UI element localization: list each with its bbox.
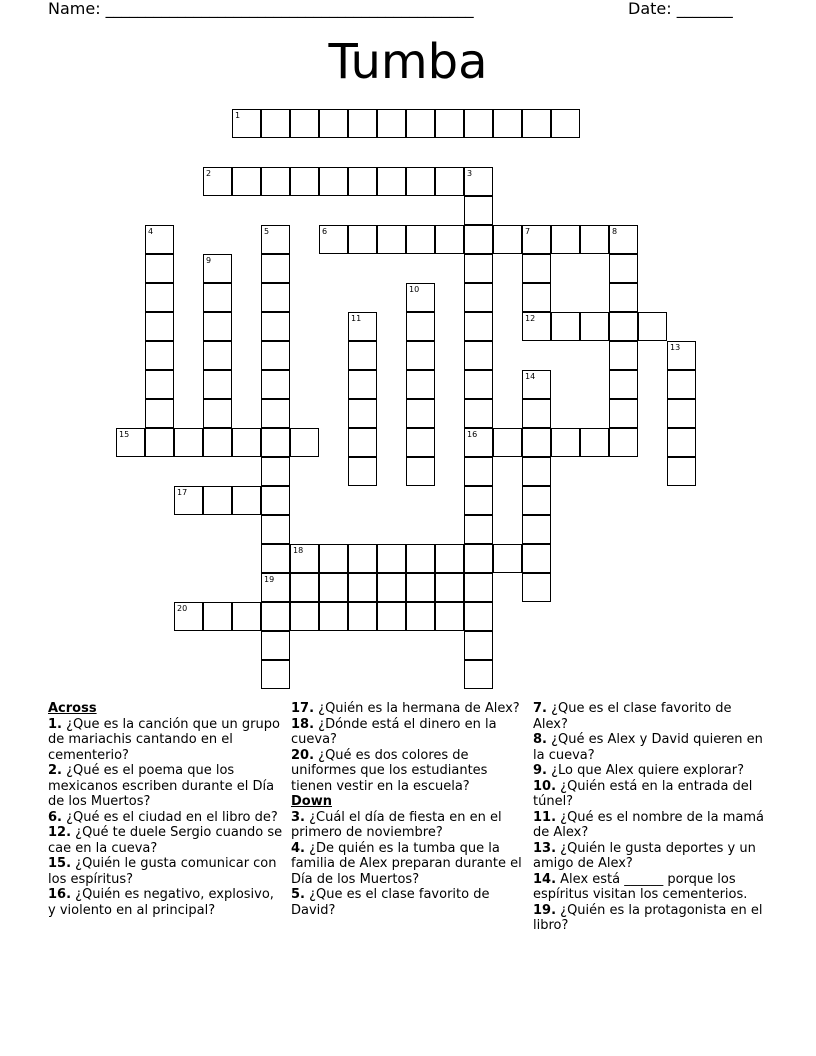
clue-item xyxy=(48,763,284,810)
clue-item xyxy=(533,779,769,810)
clue-number: 6. xyxy=(48,809,62,825)
date-field[interactable]: Date: _______ xyxy=(628,0,733,18)
cell-number: 4 xyxy=(148,227,154,236)
grid-cell[interactable] xyxy=(145,225,174,254)
grid-cell[interactable] xyxy=(522,370,551,399)
grid-cell[interactable] xyxy=(232,428,261,457)
clue-text: ¿Qué es el ciudad en el libro de? xyxy=(61,809,278,825)
grid-cell[interactable] xyxy=(609,428,638,457)
clue-number: 12. xyxy=(48,825,72,840)
cell-number: 14 xyxy=(525,372,536,381)
grid-cell[interactable] xyxy=(464,457,493,486)
grid-cell[interactable] xyxy=(667,399,696,428)
grid-cell[interactable] xyxy=(464,109,493,138)
clue-text: ¿Qué es el nombre de la mamá de Alex? xyxy=(533,809,764,840)
grid-cell[interactable] xyxy=(203,399,232,428)
clue-text: ¿Quién es la protagonista en el libro? xyxy=(533,902,763,933)
grid-cell[interactable] xyxy=(348,573,377,602)
grid-cell[interactable] xyxy=(580,312,609,341)
grid-cell[interactable] xyxy=(319,602,348,631)
grid-cell[interactable] xyxy=(522,428,551,457)
grid-cell[interactable] xyxy=(435,167,464,196)
page-title: Tumba xyxy=(328,34,488,90)
clue-item xyxy=(48,717,284,764)
grid-cell[interactable] xyxy=(609,254,638,283)
grid-cell[interactable] xyxy=(261,457,290,486)
grid-cell[interactable] xyxy=(435,573,464,602)
grid-cell[interactable] xyxy=(232,167,261,196)
clue-text: ¿De quién es la tumba que la familia de Alex preparan durante el Día de los Muertos? xyxy=(291,840,522,887)
grid-cell[interactable] xyxy=(522,544,551,573)
grid-cell[interactable] xyxy=(290,544,319,573)
grid-cell[interactable] xyxy=(116,428,145,457)
grid-cell[interactable] xyxy=(203,341,232,370)
grid-cell[interactable] xyxy=(551,312,580,341)
grid-cell[interactable] xyxy=(406,544,435,573)
grid-cell[interactable] xyxy=(319,225,348,254)
grid-cell[interactable] xyxy=(261,312,290,341)
grid-cell[interactable] xyxy=(522,225,551,254)
grid-cell[interactable] xyxy=(290,167,319,196)
grid-cell[interactable] xyxy=(435,225,464,254)
grid-cell[interactable] xyxy=(464,544,493,573)
grid-cell[interactable] xyxy=(348,312,377,341)
across-clue-list-continued xyxy=(291,701,527,794)
grid-cell[interactable] xyxy=(464,312,493,341)
grid-cell[interactable] xyxy=(261,225,290,254)
grid-cell[interactable] xyxy=(377,225,406,254)
grid-cell[interactable] xyxy=(435,602,464,631)
grid-cell[interactable] xyxy=(609,283,638,312)
grid-cell[interactable] xyxy=(464,167,493,196)
grid-cell[interactable] xyxy=(261,486,290,515)
grid-cell[interactable] xyxy=(406,167,435,196)
grid-cell[interactable] xyxy=(261,660,290,689)
grid-cell[interactable] xyxy=(464,370,493,399)
clue-item xyxy=(291,701,527,717)
grid-cell[interactable] xyxy=(348,428,377,457)
clues-column-2 xyxy=(291,701,527,918)
clue-item xyxy=(533,872,769,903)
grid-cell[interactable] xyxy=(522,254,551,283)
grid-cell[interactable] xyxy=(522,109,551,138)
cell-number: 16 xyxy=(467,430,478,439)
grid-cell[interactable] xyxy=(406,109,435,138)
clue-number: 20. xyxy=(291,747,315,763)
clue-number: 14. xyxy=(533,871,557,887)
grid-cell[interactable] xyxy=(551,225,580,254)
clue-number: 2. xyxy=(48,763,62,778)
clue-item xyxy=(291,748,527,795)
clue-item xyxy=(291,810,527,841)
name-field[interactable]: Name: ______________________________________________ xyxy=(48,0,474,18)
cell-number: 11 xyxy=(351,314,362,323)
clue-number: 19. xyxy=(533,902,557,918)
grid-cell[interactable] xyxy=(406,399,435,428)
grid-cell[interactable] xyxy=(609,341,638,370)
grid-cell[interactable] xyxy=(348,544,377,573)
grid-cell[interactable] xyxy=(174,602,203,631)
grid-cell[interactable] xyxy=(551,109,580,138)
grid-cell[interactable] xyxy=(493,109,522,138)
cell-number: 7 xyxy=(525,227,531,236)
grid-cell[interactable] xyxy=(406,370,435,399)
clue-text: ¿Que es la canción que un grupo de mariachis cantando en el cementerio? xyxy=(48,716,280,763)
clue-text: ¿Que es el clase favorito de Alex? xyxy=(533,701,732,732)
clue-number: 8. xyxy=(533,732,547,747)
clue-item xyxy=(533,903,769,934)
grid-cell[interactable] xyxy=(145,283,174,312)
cell-number: 17 xyxy=(177,488,188,497)
grid-cell[interactable] xyxy=(319,167,348,196)
grid-cell[interactable] xyxy=(290,602,319,631)
grid-cell[interactable] xyxy=(609,225,638,254)
grid-cell[interactable] xyxy=(319,544,348,573)
grid-cell[interactable] xyxy=(145,341,174,370)
clue-text: ¿Qué es el poema que los mexicanos escriben durante el Día de los Muertos? xyxy=(48,763,275,809)
clue-text: ¿Lo que Alex quiere explorar? xyxy=(546,763,744,778)
grid-cell[interactable] xyxy=(261,341,290,370)
clue-item xyxy=(291,887,527,918)
grid-cell[interactable] xyxy=(348,602,377,631)
grid-cell[interactable] xyxy=(464,196,493,225)
clue-number: 7. xyxy=(533,701,547,716)
grid-cell[interactable] xyxy=(493,428,522,457)
grid-cell[interactable] xyxy=(348,370,377,399)
grid-cell[interactable] xyxy=(290,428,319,457)
grid-cell[interactable] xyxy=(261,283,290,312)
grid-cell[interactable] xyxy=(580,428,609,457)
grid-cell[interactable] xyxy=(464,660,493,689)
grid-cell[interactable] xyxy=(174,486,203,515)
grid-cell[interactable] xyxy=(464,515,493,544)
down-clue-list xyxy=(291,810,527,919)
cell-number: 9 xyxy=(206,256,212,265)
clue-item xyxy=(48,887,284,918)
grid-cell[interactable] xyxy=(464,631,493,660)
grid-cell[interactable] xyxy=(261,602,290,631)
grid-cell[interactable] xyxy=(406,312,435,341)
grid-cell[interactable] xyxy=(377,544,406,573)
grid-cell[interactable] xyxy=(145,254,174,283)
cell-number: 2 xyxy=(206,169,212,178)
grid-cell[interactable] xyxy=(348,167,377,196)
across-heading: Across xyxy=(48,701,97,716)
grid-cell[interactable] xyxy=(580,225,609,254)
grid-cell[interactable] xyxy=(203,312,232,341)
grid-cell[interactable] xyxy=(290,573,319,602)
grid-cell[interactable] xyxy=(522,515,551,544)
grid-cell[interactable] xyxy=(261,167,290,196)
grid-cell[interactable] xyxy=(348,341,377,370)
grid-cell[interactable] xyxy=(261,515,290,544)
grid-cell[interactable] xyxy=(319,573,348,602)
grid-cell[interactable] xyxy=(406,283,435,312)
grid-cell[interactable] xyxy=(464,283,493,312)
grid-cell[interactable] xyxy=(232,602,261,631)
grid-cell[interactable] xyxy=(406,602,435,631)
grid-cell[interactable] xyxy=(232,486,261,515)
grid-cell[interactable] xyxy=(261,399,290,428)
clue-number: 9. xyxy=(533,763,547,778)
grid-cell[interactable] xyxy=(464,254,493,283)
grid-cell[interactable] xyxy=(493,225,522,254)
clue-number: 10. xyxy=(533,778,557,794)
grid-cell[interactable] xyxy=(522,283,551,312)
clue-item xyxy=(48,856,284,887)
down-clue-list-continued xyxy=(533,701,769,934)
grid-cell[interactable] xyxy=(435,544,464,573)
clue-item xyxy=(533,841,769,872)
grid-cell[interactable] xyxy=(348,399,377,428)
clue-text: ¿Dónde está el dinero en la cueva? xyxy=(291,716,497,747)
clue-number: 11. xyxy=(533,809,557,825)
cell-number: 19 xyxy=(264,575,275,584)
grid-cell[interactable] xyxy=(638,312,667,341)
grid-cell[interactable] xyxy=(493,544,522,573)
cell-number: 15 xyxy=(119,430,130,439)
cell-number: 5 xyxy=(264,227,270,236)
clues-column-1 xyxy=(48,701,284,918)
grid-cell[interactable] xyxy=(464,341,493,370)
clues-column-3 xyxy=(533,701,769,934)
grid-cell[interactable] xyxy=(203,167,232,196)
cell-number: 3 xyxy=(467,169,473,178)
grid-cell[interactable] xyxy=(377,109,406,138)
grid-cell[interactable] xyxy=(261,544,290,573)
grid-cell[interactable] xyxy=(609,399,638,428)
clue-text: ¿Qué es Alex y David quieren en la cueva? xyxy=(533,732,763,763)
across-clue-list xyxy=(48,717,284,919)
grid-cell[interactable] xyxy=(145,428,174,457)
cell-number: 12 xyxy=(525,314,536,323)
grid-cell[interactable] xyxy=(667,457,696,486)
grid-cell[interactable] xyxy=(435,109,464,138)
grid-cell[interactable] xyxy=(203,428,232,457)
grid-cell[interactable] xyxy=(261,573,290,602)
grid-cell[interactable] xyxy=(522,399,551,428)
clue-item xyxy=(533,732,769,763)
grid-cell[interactable] xyxy=(377,573,406,602)
grid-cell[interactable] xyxy=(232,109,261,138)
clue-number: 15. xyxy=(48,856,72,871)
grid-cell[interactable] xyxy=(609,312,638,341)
clue-item xyxy=(48,825,284,856)
clue-item xyxy=(291,841,527,888)
clue-text: ¿Qué te duele Sergio cuando se cae en la cueva? xyxy=(48,825,283,856)
grid-cell[interactable] xyxy=(203,602,232,631)
clue-number: 18. xyxy=(291,716,315,732)
grid-cell[interactable] xyxy=(464,602,493,631)
clue-number: 4. xyxy=(291,840,305,856)
grid-cell[interactable] xyxy=(464,225,493,254)
grid-cell[interactable] xyxy=(377,167,406,196)
grid-cell[interactable] xyxy=(667,428,696,457)
grid-cell[interactable] xyxy=(174,428,203,457)
grid-cell[interactable] xyxy=(464,428,493,457)
grid-cell[interactable] xyxy=(522,457,551,486)
grid-cell[interactable] xyxy=(522,573,551,602)
grid-cell[interactable] xyxy=(406,573,435,602)
clue-text: ¿Cuál el día de fiesta en en el primero de noviembre? xyxy=(291,809,502,840)
grid-cell[interactable] xyxy=(145,312,174,341)
clue-item xyxy=(48,810,284,826)
grid-cell[interactable] xyxy=(522,312,551,341)
grid-cell[interactable] xyxy=(261,428,290,457)
clue-number: 17. xyxy=(291,701,315,716)
clue-number: 5. xyxy=(291,887,305,902)
clue-text: ¿Quién está en la entrada del túnel? xyxy=(533,778,753,809)
grid-cell[interactable] xyxy=(261,631,290,660)
cell-number: 20 xyxy=(177,604,188,613)
clue-text: ¿Quién es la hermana de Alex? xyxy=(314,701,520,716)
grid-cell[interactable] xyxy=(667,341,696,370)
grid-cell[interactable] xyxy=(348,225,377,254)
cell-number: 6 xyxy=(322,227,328,236)
cell-number: 18 xyxy=(293,546,304,555)
grid-cell[interactable] xyxy=(261,109,290,138)
clue-number: 3. xyxy=(291,809,305,825)
clue-item xyxy=(533,810,769,841)
clue-number: 1. xyxy=(48,716,62,732)
grid-cell[interactable] xyxy=(145,370,174,399)
clue-text: ¿Que es el clase favorito de David? xyxy=(291,887,490,918)
grid-cell[interactable] xyxy=(609,370,638,399)
grid-cell[interactable] xyxy=(464,573,493,602)
clue-number: 13. xyxy=(533,840,557,856)
grid-cell[interactable] xyxy=(319,109,348,138)
cell-number: 8 xyxy=(612,227,618,236)
cell-number: 1 xyxy=(235,111,241,120)
clue-item xyxy=(533,763,769,779)
clue-item xyxy=(291,717,527,748)
grid-cell[interactable] xyxy=(261,370,290,399)
clue-text: ¿Quién le gusta comunicar con los espíritus? xyxy=(48,856,277,887)
grid-cell[interactable] xyxy=(464,399,493,428)
grid-cell[interactable] xyxy=(406,225,435,254)
grid-cell[interactable] xyxy=(261,254,290,283)
grid-cell[interactable] xyxy=(203,283,232,312)
grid-cell[interactable] xyxy=(203,254,232,283)
grid-cell[interactable] xyxy=(406,457,435,486)
grid-cell[interactable] xyxy=(464,486,493,515)
cell-number: 10 xyxy=(409,285,420,294)
grid-cell[interactable] xyxy=(348,109,377,138)
grid-cell[interactable] xyxy=(522,486,551,515)
grid-cell[interactable] xyxy=(667,370,696,399)
grid-cell[interactable] xyxy=(145,399,174,428)
clue-number: 16. xyxy=(48,887,72,902)
grid-cell[interactable] xyxy=(406,428,435,457)
grid-cell[interactable] xyxy=(203,486,232,515)
clue-text: ¿Qué es dos colores de uniformes que los estudiantes tienen vestir en la escuela? xyxy=(291,747,488,794)
grid-cell[interactable] xyxy=(290,109,319,138)
cell-number: 13 xyxy=(670,343,681,352)
clue-item xyxy=(533,701,769,732)
grid-cell[interactable] xyxy=(203,370,232,399)
grid-cell[interactable] xyxy=(406,341,435,370)
clue-text: Alex está ______ porque los espíritus visitan los cementerios. xyxy=(533,871,748,902)
grid-cell[interactable] xyxy=(551,428,580,457)
clue-text: ¿Quién le gusta deportes y un amigo de Alex? xyxy=(533,840,756,871)
clue-text: ¿Quién es negativo, explosivo, y violento en al principal? xyxy=(48,887,274,918)
grid-cell[interactable] xyxy=(348,457,377,486)
grid-cell[interactable] xyxy=(377,602,406,631)
down-heading: Down xyxy=(291,794,332,809)
